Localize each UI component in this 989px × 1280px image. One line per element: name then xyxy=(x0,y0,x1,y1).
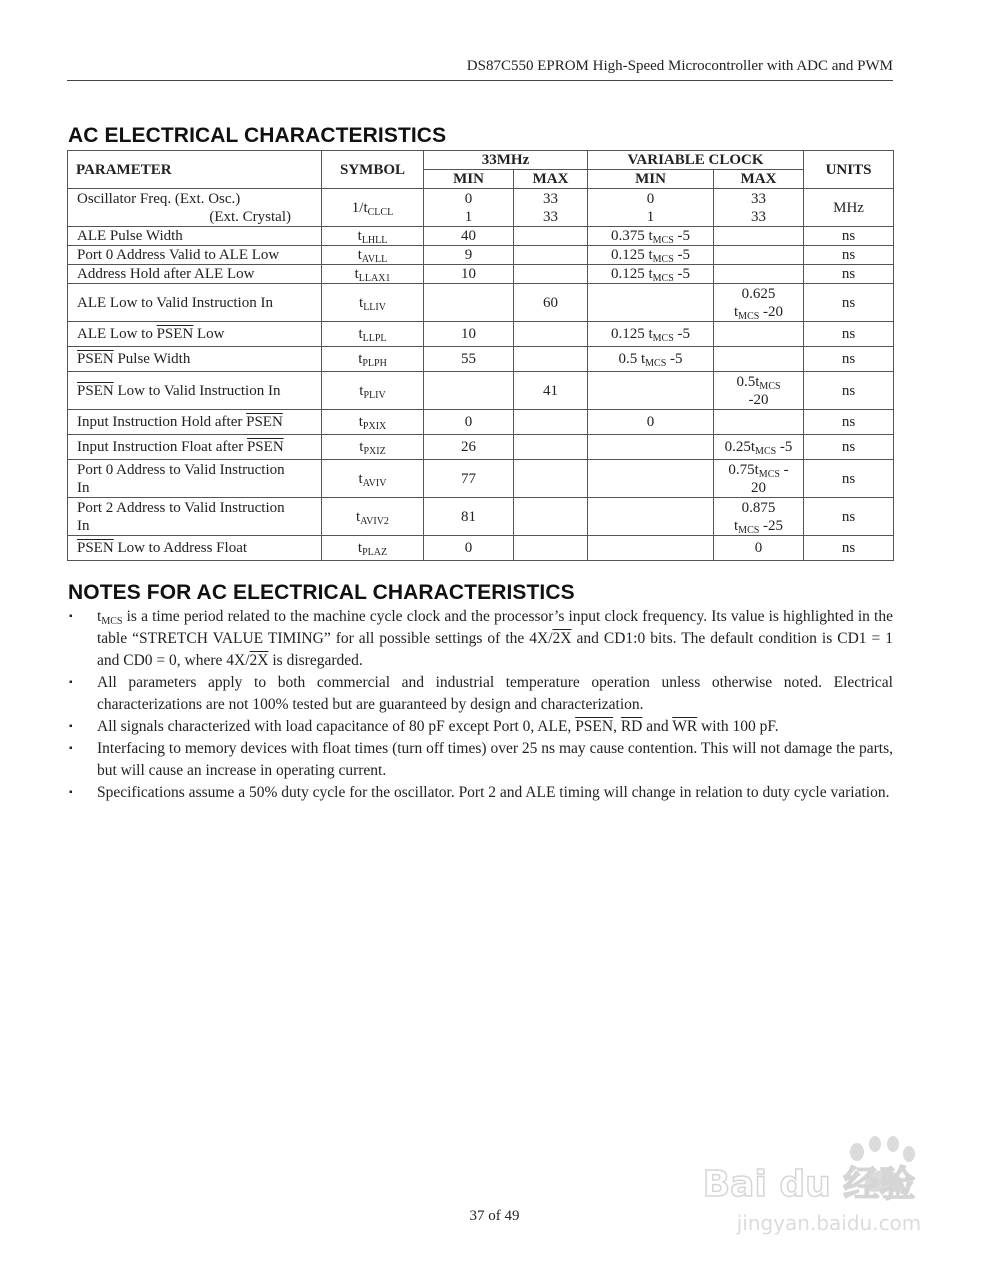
units-cell: ns xyxy=(804,410,894,435)
maxvar-cell: $0.5t_{MCS}$ -20 xyxy=(714,372,804,410)
maxvar-cell: 0 xyxy=(714,536,804,561)
units-cell: ns xyxy=(804,460,894,498)
min33-cell: 0 1 xyxy=(424,189,514,227)
table-row xyxy=(68,227,894,246)
symbol-cell: $t_{AVIV}$ xyxy=(322,460,424,498)
units-cell: MHz xyxy=(804,189,894,227)
header-min-var: MIN xyxy=(588,170,714,189)
max33-cell xyxy=(514,347,588,372)
min33-cell: 0 xyxy=(424,410,514,435)
minvar-cell xyxy=(588,498,714,536)
symbol-cell: $t_{LLPL}$ xyxy=(322,322,424,347)
table-row xyxy=(68,372,894,410)
svg-text:Bai du 经验: Bai du 经验 xyxy=(702,1164,916,1205)
table-row xyxy=(68,246,894,265)
note-item-duty-cycle: ▪ Specifications assume a 50% duty cycle for the oscillator. Port 2 and ALE timing will change in relation to duty cycle variation. xyxy=(67,782,893,804)
min33-cell: 10 xyxy=(424,322,514,347)
max33-cell xyxy=(514,227,588,246)
header-max-var: MAX xyxy=(714,170,804,189)
min33-cell: 40 xyxy=(424,227,514,246)
units-cell: ns xyxy=(804,284,894,322)
min33-cell: 55 xyxy=(424,347,514,372)
symbol-cell: $t_{LLIV}$ xyxy=(322,284,424,322)
param-cell: Address Hold after ALE Low xyxy=(68,265,322,284)
minvar-cell: 0.125 $t_{MCS}$ -5 xyxy=(588,265,714,284)
minvar-cell: 0.125 $t_{MCS}$ -5 xyxy=(588,322,714,347)
table-row xyxy=(68,460,894,498)
minvar-cell xyxy=(588,372,714,410)
note-item-load-capacitance: ▪ All signals characterized with load capacitance of 80 pF except Port 0, ALE, PSEN, $\overline{RD}$ and $\overline{WR}$ with 100 pF. xyxy=(67,716,893,738)
table-header-row xyxy=(68,151,894,170)
table-row xyxy=(68,284,894,322)
symbol-cell: $t_{AVIV2}$ xyxy=(322,498,424,536)
bullet-icon: ▪ xyxy=(69,787,73,798)
header-33mhz: 33MHz xyxy=(424,151,588,170)
table-row xyxy=(68,435,894,460)
max33-cell xyxy=(514,435,588,460)
table-row xyxy=(68,347,894,372)
header-units: UNITS xyxy=(804,151,894,189)
ac-characteristics-table xyxy=(67,150,894,561)
min33-cell: 81 xyxy=(424,498,514,536)
max33-cell xyxy=(514,246,588,265)
bullet-icon: ▪ xyxy=(69,611,73,622)
maxvar-cell: 0.875 $t_{MCS}$ -25 xyxy=(714,498,804,536)
max33-cell xyxy=(514,265,588,284)
minvar-cell xyxy=(588,460,714,498)
min33-cell: 10 xyxy=(424,265,514,284)
bullet-icon: ▪ xyxy=(69,743,73,754)
units-cell: ns xyxy=(804,265,894,284)
param-cell: ALE Low to PSEN Low xyxy=(68,322,322,347)
max33-cell: 41 xyxy=(514,372,588,410)
symbol-cell: $t_{LHLL}$ xyxy=(322,227,424,246)
symbol-cell: $t_{PLIV}$ xyxy=(322,372,424,410)
units-cell: ns xyxy=(804,536,894,561)
minvar-cell: 0.5 $t_{MCS}$ -5 xyxy=(588,347,714,372)
minvar-cell: 0.375 $t_{MCS}$ -5 xyxy=(588,227,714,246)
maxvar-cell: $0.25t_{MCS}$ -5 xyxy=(714,435,804,460)
minvar-cell xyxy=(588,284,714,322)
section-heading-notes: NOTES FOR AC ELECTRICAL CHARACTERISTICS xyxy=(68,581,575,604)
section-heading-ac: AC ELECTRICAL CHARACTERISTICS xyxy=(68,124,447,147)
units-cell: ns xyxy=(804,227,894,246)
symbol-cell: $t_{PLAZ}$ xyxy=(322,536,424,561)
min33-cell xyxy=(424,372,514,410)
note-item-parameters: ▪ All parameters apply to both commercial and industrial temperature operation unless otherwise noted. Electrical characterizations are not 100% tested but are guaranteed by design and characterization. xyxy=(69,674,893,713)
maxvar-cell: 0.625 $t_{MCS}$ -20 xyxy=(714,284,804,322)
max33-cell: 60 xyxy=(514,284,588,322)
units-cell: ns xyxy=(804,372,894,410)
param-cell: Oscillator Freq. (Ext. Osc.) (Ext. Crystal) xyxy=(68,189,322,227)
units-cell: ns xyxy=(804,435,894,460)
baidu-watermark-icon xyxy=(689,1130,929,1240)
maxvar-cell xyxy=(714,322,804,347)
symbol-cell: $1/t_{CLCL}$ xyxy=(322,189,424,227)
units-cell: ns xyxy=(804,322,894,347)
param-cell: Input Instruction Hold after PSEN xyxy=(68,410,322,435)
max33-cell xyxy=(514,536,588,561)
header-variable-clock: VARIABLE CLOCK xyxy=(588,151,804,170)
header-max-33: MAX xyxy=(514,170,588,189)
param-cell: Input Instruction Float after PSEN xyxy=(68,435,322,460)
table-row xyxy=(68,410,894,435)
header-parameter: PARAMETER xyxy=(68,151,322,189)
units-cell: ns xyxy=(804,347,894,372)
note-item-float-times: ▪ Interfacing to memory devices with float times (turn off times) over 25 ns may cause contention. This will not damage the parts, but will cause an increase in operating current. xyxy=(69,740,893,779)
symbol-cell: $t_{PXIZ}$ xyxy=(322,435,424,460)
maxvar-cell: $0.75t_{MCS}$ - 20 xyxy=(714,460,804,498)
param-cell: Port 0 Address Valid to ALE Low xyxy=(68,246,322,265)
table-row xyxy=(68,189,894,227)
min33-cell: 26 xyxy=(424,435,514,460)
minvar-cell xyxy=(588,536,714,561)
symbol-cell: $t_{AVLL}$ xyxy=(322,246,424,265)
svg-text:jingyan.baidu.com: jingyan.baidu.com xyxy=(736,1211,922,1235)
header-min-33: MIN xyxy=(424,170,514,189)
symbol-cell: $t_{PLPH}$ xyxy=(322,347,424,372)
symbol-cell: $t_{PXIX}$ xyxy=(322,410,424,435)
min33-cell xyxy=(424,284,514,322)
symbol-cell: $t_{LLAX1}$ xyxy=(322,265,424,284)
table-row xyxy=(68,498,894,536)
param-cell: ALE Pulse Width xyxy=(68,227,322,246)
max33-cell: 33 33 xyxy=(514,189,588,227)
table-row xyxy=(68,265,894,284)
min33-cell: 0 xyxy=(424,536,514,561)
header-symbol: SYMBOL xyxy=(322,151,424,189)
max33-cell xyxy=(514,498,588,536)
param-cell: Port 2 Address to Valid Instruction In xyxy=(68,498,322,536)
table-row xyxy=(68,322,894,347)
minvar-cell: 0 xyxy=(588,410,714,435)
min33-cell: 9 xyxy=(424,246,514,265)
note-item-tmcs: ▪ $t_{MCS}$ is a time period related to the machine cycle clock and the processor’s input clock frequency. Its value is highlighted in the table “STRETCH VALUE TIMING” for all possible settings of the 4X/2X and CD1:0 bits. The default condition is CD1 = 1 and CD0 = 0, where 4X/2X is disregarded. xyxy=(69,608,894,669)
maxvar-cell xyxy=(714,227,804,246)
document-header-title: DS87C550 EPROM High-Speed Microcontroller with ADC and PWM xyxy=(466,58,893,74)
max33-cell xyxy=(514,460,588,498)
minvar-cell xyxy=(588,435,714,460)
page-number: 37 of 49 xyxy=(469,1208,520,1224)
maxvar-cell xyxy=(714,410,804,435)
max33-cell xyxy=(514,322,588,347)
param-cell: PSEN Low to Address Float xyxy=(68,536,322,561)
notes-list xyxy=(67,606,893,804)
table-row xyxy=(68,536,894,561)
header-rule xyxy=(67,80,893,81)
minvar-cell: 0 1 xyxy=(588,189,714,227)
maxvar-cell: 33 33 xyxy=(714,189,804,227)
param-cell: ALE Low to Valid Instruction In xyxy=(68,284,322,322)
maxvar-cell xyxy=(714,246,804,265)
units-cell: ns xyxy=(804,246,894,265)
min33-cell: 77 xyxy=(424,460,514,498)
param-cell: PSEN Low to Valid Instruction In xyxy=(68,372,322,410)
max33-cell xyxy=(514,410,588,435)
maxvar-cell xyxy=(714,265,804,284)
units-cell: ns xyxy=(804,498,894,536)
param-cell: Port 0 Address to Valid Instruction In xyxy=(68,460,322,498)
minvar-cell: 0.125 $t_{MCS}$ -5 xyxy=(588,246,714,265)
param-cell: PSEN Pulse Width xyxy=(68,347,322,372)
bullet-icon: ▪ xyxy=(69,677,73,688)
bullet-icon: ▪ xyxy=(69,721,73,732)
maxvar-cell xyxy=(714,347,804,372)
